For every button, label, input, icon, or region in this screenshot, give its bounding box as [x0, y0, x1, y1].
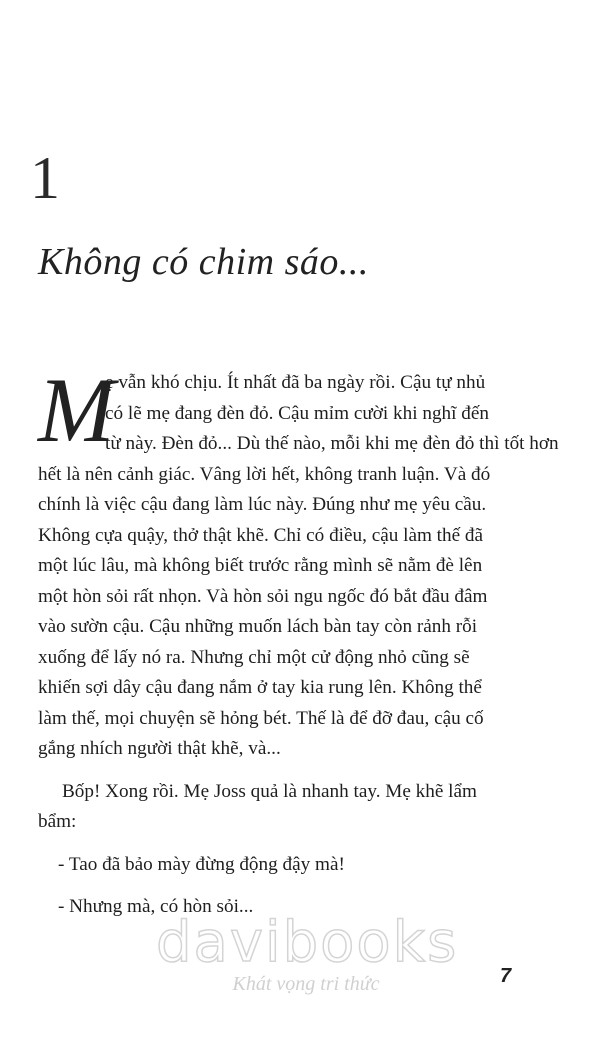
text-line: từ này. Đèn đỏ... Dù thế nào, mỗi khi mẹ đèn đỏ thì tốt hơn — [105, 433, 559, 454]
text-line: ẹ vẫn khó chịu. Ít nhất đã ba ngày rồi. Cậu tự nhủ — [105, 372, 486, 393]
text-line: gắng nhích người thật khẽ, và... — [38, 738, 281, 759]
dialogue-line: - Tao đã bảo mày đừng động đậy mà! — [58, 853, 345, 875]
text-line: một lúc lâu, mà không biết trước rằng mình sẽ nằm đè lên — [38, 555, 483, 576]
body-text — [38, 359, 559, 923]
watermark — [156, 910, 459, 996]
watermark-logo: davibooks — [156, 910, 459, 975]
page-number: 7 — [500, 965, 512, 987]
drop-cap: M — [38, 359, 115, 461]
watermark-tagline: Khát vọng tri thức — [232, 973, 380, 995]
first-paragraph — [38, 359, 559, 765]
second-paragraph — [38, 777, 524, 838]
text-line: có lẽ mẹ đang đèn đỏ. Cậu mỉm cười khi nghĩ đến — [105, 402, 489, 424]
text-line: làm thế, mọi chuyện sẽ hỏng bét. Thế là để đỡ đau, cậu cố — [38, 707, 484, 729]
text-line: chính là việc cậu đang làm lúc này. Đúng như mẹ yêu cầu. — [38, 494, 487, 515]
text-line: Bốp! Xong rồi. Mẹ Joss quả là nhanh tay. Mẹ khẽ lẩm — [62, 780, 477, 802]
text-line: hết là nên cảnh giác. Vâng lời hết, không tranh luận. Và đó — [38, 463, 491, 485]
text-line: vào sườn cậu. Cậu những muốn lách bàn tay còn rảnh rỗi — [38, 616, 478, 637]
chapter-title: Không có chim sáo... — [38, 241, 369, 283]
text-line: xuống để lấy nó ra. Nhưng chỉ một cử động nhỏ cũng sẽ — [38, 646, 470, 668]
text-line: khiến sợi dây cậu đang nắm ở tay kia rung lên. Không thể — [38, 677, 482, 698]
chapter-number: 1 — [30, 145, 60, 211]
dialogue-line: - Nhưng mà, có hòn sỏi... — [58, 896, 254, 917]
text-line: Không cựa quậy, thở thật khẽ. Chỉ có điều, cậu làm thế đã — [38, 524, 484, 546]
text-line: bẩm: — [38, 811, 77, 832]
text-line: một hòn sỏi rất nhọn. Và hòn sỏi ngu ngốc đó bắt đầu đâm — [38, 585, 488, 607]
